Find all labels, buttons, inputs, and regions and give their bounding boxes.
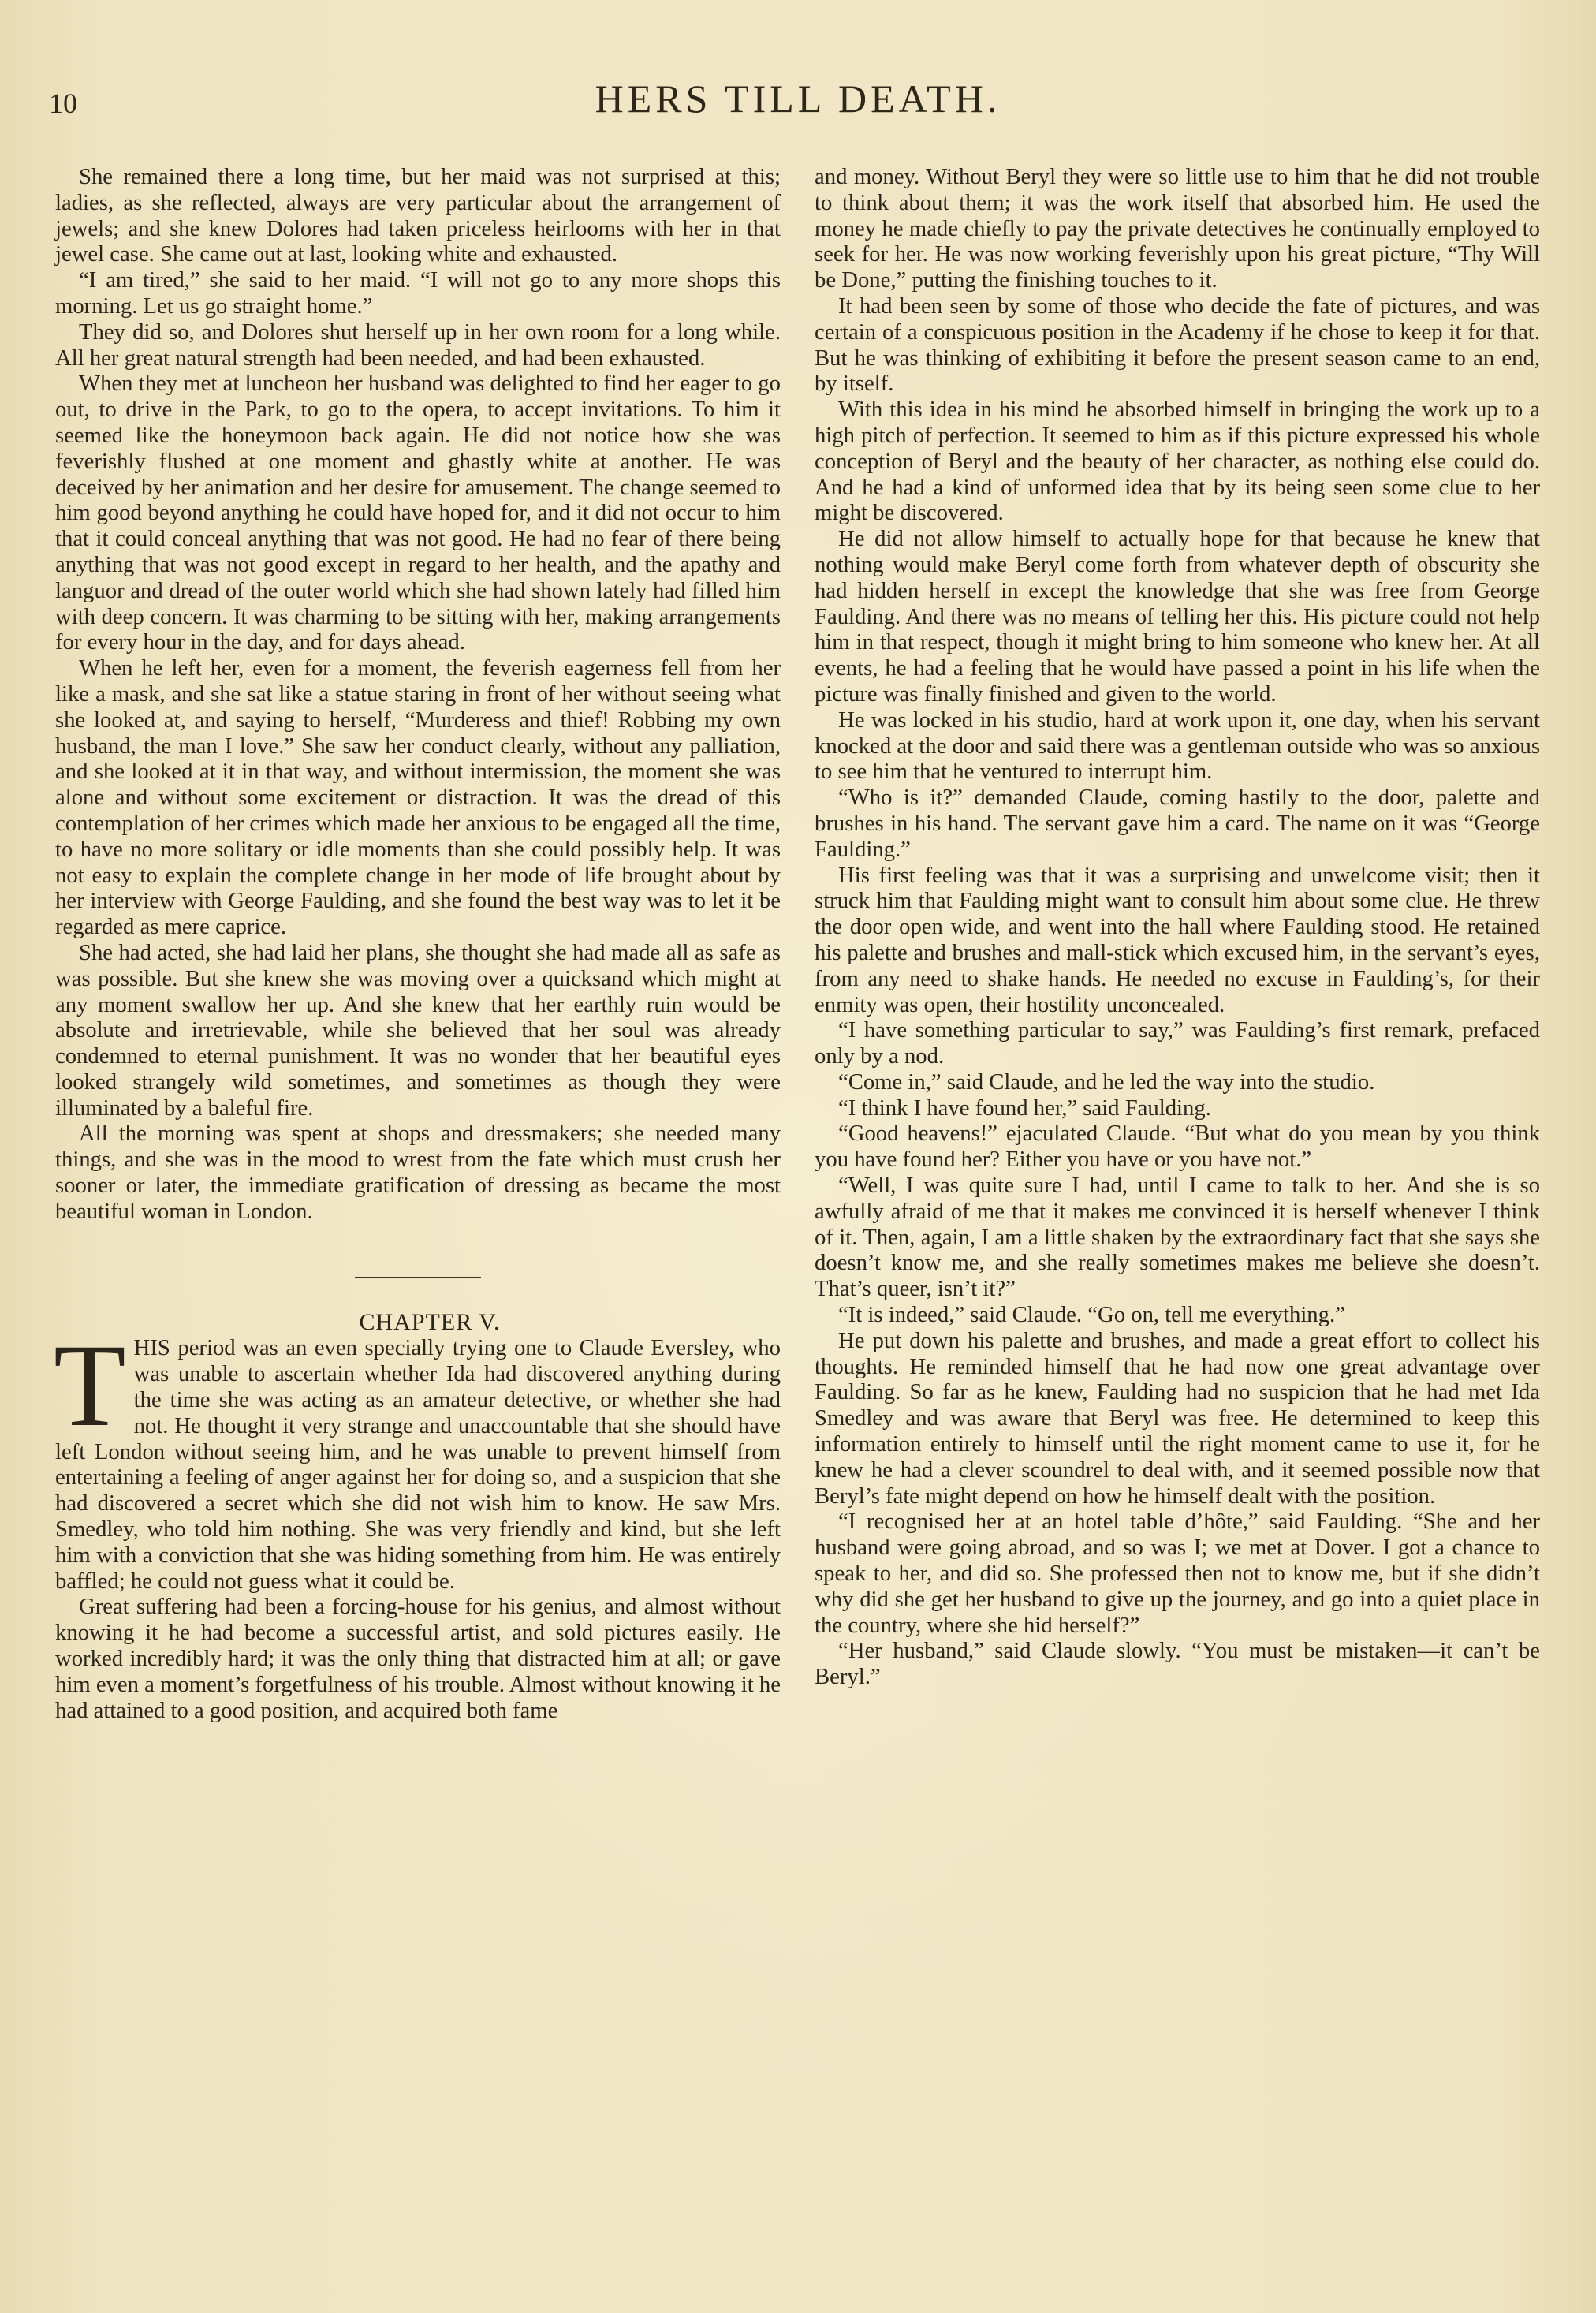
paragraph: They did so, and Dolores shut herself up in her own room for a long while. All her great natural strength had been needed, and had been exhausted. xyxy=(55,319,781,371)
paragraph: “I am tired,” she said to her maid. “I will not go to any more shops this morning. Let us go straight home.” xyxy=(55,267,781,319)
section-divider xyxy=(355,1277,481,1278)
paragraph: “Who is it?” demanded Claude, coming hastily to the door, palette and brushes in his hand. The servant gave him a card. The name on it was “George Faulding.” xyxy=(815,785,1540,862)
paragraph: “Well, I was quite sure I had, until I came to talk to her. And she is so awfully afraid of me that it makes me convinced it is herself whenever I think of it. Then, again, I am a little shaken by the extraordinary fact that she says she doesn’t know me, and she really sometimes makes me believe she doesn’t. That’s queer, isn’t it?” xyxy=(815,1173,1540,1302)
paragraph: When they met at luncheon her husband was delighted to find her eager to go out, to drive in the Park, to go to the opera, to accept invitations. To him it seemed like the honeymoon back again. He did not notice how she was feverishly flushed at one moment and ghastly white at another. He was deceived by her animation and her desire for amusement. The change seemed to him good beyond anything he could have hoped for, and it did not occur to him that it could conceal anything that was not good. He had no fear of there being anything that was not good except in regard to her health, and the apathy and languor and dread of the outer world which she had shown lately had filled him with deep concern. It was charming to be sitting with her, making arrangements for every hour in the day, and for days ahead. xyxy=(55,371,781,655)
paragraph: When he left her, even for a moment, the feverish eagerness fell from her like a mask, and she sat like a statue staring in front of her without seeing what she looked at, and saying to herself, “Murderess and thief! Robbing my own husband, the man I love.” She saw her conduct clearly, without any palliation, and she looked at it in that way, and without intermission, the moment she was alone and without some excitement or distraction. It was the dread of this contemplation of her crimes which made her anxious to be engaged all the time, to have no more solitary or idle moments than she could possibly help. It was not easy to explain the complete change in her mode of life brought about by her interview with George Faulding, and she found the best way was to let it be regarded as mere caprice. xyxy=(55,655,781,940)
continuation-paragraph: and money. Without Beryl they were so little use to him that he did not trouble to think about them; it was the work itself that absorbed him. He used the money he made chiefly to pay the private detectives he continually employed to seek for her. He was now working feverishly upon his great picture, “Thy Will be Done,” putting the finishing touches to it. xyxy=(815,164,1540,293)
page-header xyxy=(0,76,1596,123)
paragraph: He was locked in his studio, hard at work upon it, one day, when his servant knocked at the door and said there was a gentleman outside who was so anxious to see him that he ventured to interrupt him. xyxy=(815,707,1540,785)
paragraph: “It is indeed,” said Claude. “Go on, tell me everything.” xyxy=(838,1302,1345,1328)
paragraph: It had been seen by some of those who decide the fate of pictures, and was certain of a conspicuous position in the Academy if he chose to keep it for that. But he was thinking of exhibiting it before the present season came to an end, by itself. xyxy=(815,293,1540,397)
chapter-opening-text: HIS period was an even specially trying one to Claude Eversley, who was unable to ascertain whether Ida had discovered anything during the time she was acting as an amateur detective, or whether she had not. He thought it very strange and unaccountable that she should have left London without seeing him, and he was unable to prevent himself from entertaining a feeling of anger against her for doing so, and a suspicion that she had discovered a secret which she did not wish him to know. He saw Mrs. Smedley, who told him nothing. She was very friendly and kind, but she left him with a conviction that she was hiding something from him. He was entirely baffled; he could not guess what it could be. xyxy=(55,1335,781,1594)
paragraph: He put down his palette and brushes, and made a great effort to collect his thoughts. He reminded himself that he had now one great advantage over Faulding. So far as he knew, Faulding had no suspicion that he had met Ida Smedley and was aware that Beryl was free. He determined to keep this information entirely to himself until the right moment came to use it, for he knew he had a clever scoundrel to deal with, and it seemed possible now that Beryl’s fate might depend on how he himself dealt with the position. xyxy=(815,1327,1540,1509)
paragraph: Great suffering had been a forcing-house for his genius, and almost without knowing it he had become a successful artist, and sold pictures easily. He worked incredibly hard; it was the only thing that distracted him at all; or gave him even a moment’s forgetfulness of his trouble. Almost without knowing it he had attained to a good position, and acquired both fame xyxy=(55,1594,781,1723)
paragraph: She remained there a long time, but her maid was not surprised at this; ladies, as she reflected, always are very particular about the arrangement of jewels; and she knew Dolores had taken priceless heirlooms with her in that jewel case. She came out at last, looking white and exhausted. xyxy=(55,164,781,267)
paragraph: “I recognised her at an hotel table d’hôte,” said Faulding. “She and her husband were going abroad, and so was I; we met at Dover. I got a chance to speak to her, and did so. She professed then not to know me, but if she didn’t why did she get her husband to give up the journey, and go into a quiet place in the country, where she hid herself?” xyxy=(815,1509,1540,1638)
paragraph: His first feeling was that it was a surprising and unwelcome visit; then it struck him that Faulding might want to consult him about some clue. He threw the door open wide, and went into the hall where Faulding stood. He retained his palette and brushes and mall-stick which excused him, in the servant’s eyes, from any need to shake hands. He needed no excuse in Faulding’s, for their enmity was open, their hostility unconcealed. xyxy=(815,862,1540,1017)
paragraph: He did not allow himself to actually hope for that because he knew that nothing would make Beryl come forth from whatever depth of obscurity she had hidden herself in except the knowledge that she was free from George Faulding. And there was no means of telling her this. His picture could not help him in that respect, though it might bring to him someone who knew her. At all events, he had a feeling that he would have passed a point in his life when the picture was finally finished and given to the world. xyxy=(815,526,1540,707)
paragraph: “Her husband,” said Claude slowly. “You must be mistaken—it can’t be Beryl.” xyxy=(815,1638,1540,1690)
drop-cap: T xyxy=(54,1320,126,1452)
paragraph: She had acted, she had laid her plans, she thought she had made all as safe as was possible. But she knew she was moving over a quicksand which might at any moment swallow her up. And she knew that her earthly ruin would be absolute and irretrievable, while she believed that her soul was already condemned to eternal punishment. It was no wonder that her beautiful eyes looked strangely wild sometimes, and sometimes as though they were illuminated by a baleful fire. xyxy=(55,939,781,1121)
paragraph: With this idea in his mind he absorbed himself in bringing the work up to a high pitch of perfection. It seemed to him as if this picture expressed his whole conception of Beryl and the beauty of her character, as nothing else could do. And he had a kind of unformed idea that by its being seen some clue to her might be discovered. xyxy=(815,397,1540,526)
running-title: HERS TILL DEATH. xyxy=(595,76,1001,121)
paragraph: All the morning was spent at shops and dressmakers; she needed many things, and she was in the mood to wrest from the fate which must crush her sooner or later, the immediate gratification of dressing as became the most beautiful woman in London. xyxy=(55,1121,781,1224)
paragraph: “I think I have found her,” said Faulding. xyxy=(838,1095,1211,1121)
paragraph: “I have something particular to say,” was Faulding’s first remark, prefaced only by a nod. xyxy=(815,1017,1540,1069)
right-column xyxy=(815,164,1540,1690)
chapter-heading: CHAPTER V. xyxy=(359,1308,501,1335)
paragraph: “Good heavens!” ejaculated Claude. “But what do you mean by you think you have found her? Either you have or you have not.” xyxy=(815,1121,1540,1173)
paragraph: “Come in,” said Claude, and he led the way into the studio. xyxy=(838,1069,1375,1095)
left-column xyxy=(55,164,781,1723)
page-number: 10 xyxy=(49,88,77,119)
